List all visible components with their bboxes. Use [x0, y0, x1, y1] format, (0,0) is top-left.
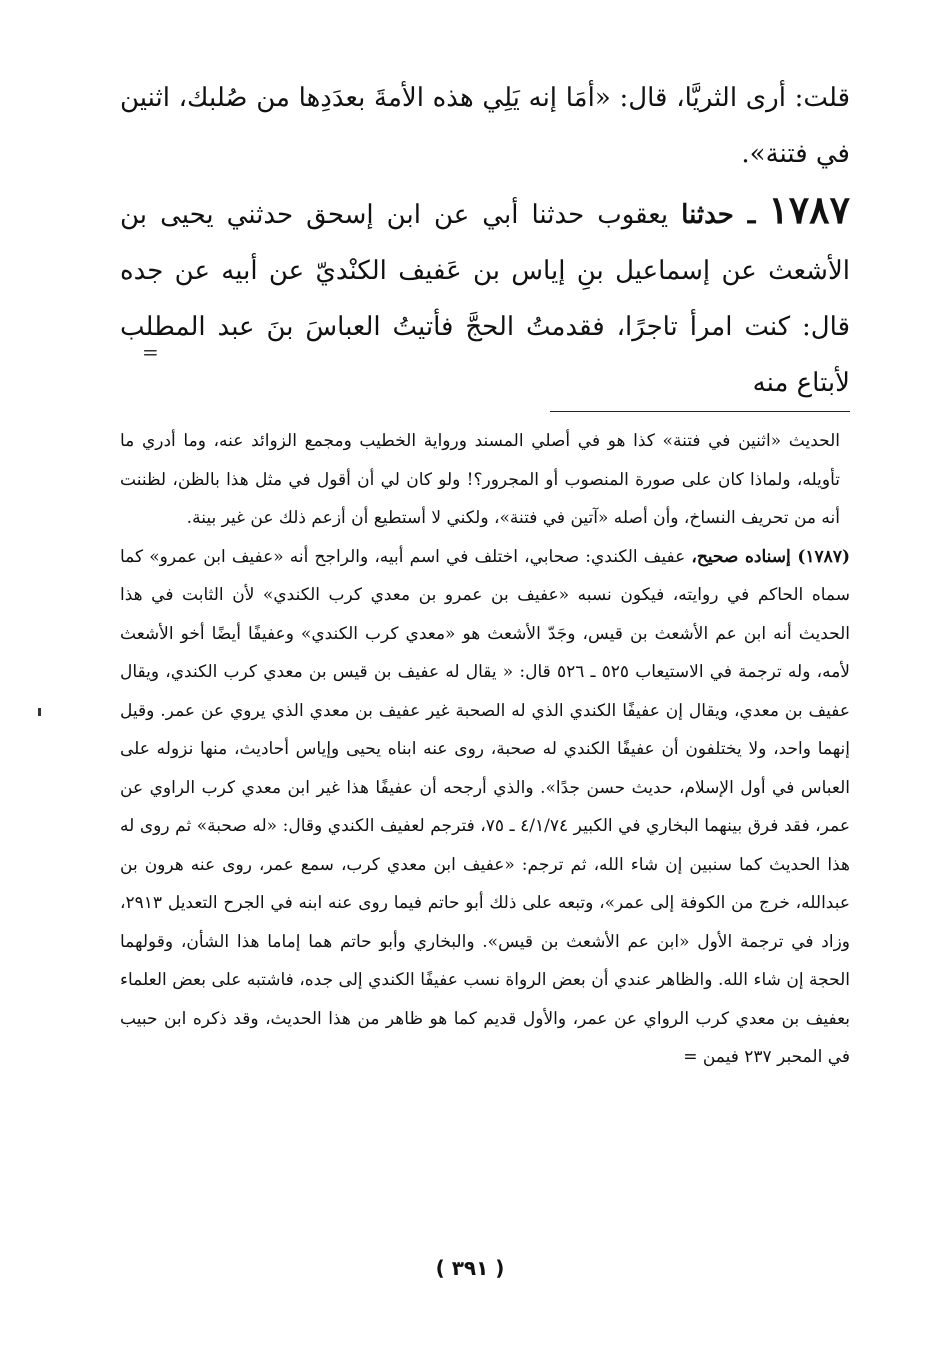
hadith-lead: ـ حدثنا	[681, 200, 756, 230]
footnote-separator	[550, 411, 850, 412]
footnote-1: الحديث «اثنين في فتنة» كذا هو في أصلي المسند ورواية الخطيب ومجمع الزوائد عنه، وما أدري ما تأويله، ولماذا كان على صورة المنصوب أو المجرور؟! ولو كان لي أن أقول في مثل هذا بالظن، لظننت أنه من تحريف النساخ، وأن أصله «آتين في فتنة»، ولكني لا أستطيع أن أزعم ذلك عن غير بينة.	[120, 431, 840, 528]
margin-dot	[38, 708, 41, 716]
page-body	[120, 70, 850, 1077]
continuation-mark: =	[142, 340, 159, 364]
hadith-paragraph	[120, 182, 850, 411]
footnote-2-marker: (١٧٨٧) إسناده صحيح،	[691, 546, 850, 567]
page-number: ( ٣٩١ )	[435, 1256, 505, 1280]
footnotes	[120, 422, 850, 1077]
main-text	[120, 70, 850, 411]
footnote-2	[120, 538, 850, 1077]
hadith-number: ١٧٨٧	[768, 187, 850, 232]
hadith-text: يعقوب حدثنا أبي عن ابن إسحق حدثني يحيى بن الأشعث عن إسماعيل بنِ إياس بن عَفيف الكنْديّ عن أبيه عن جده قال: كنت امرأ تاجرًا، فقدمتُ الحجَّ فأتيتُ العباسَ بنَ عبد المطلب لأبتاع منه	[120, 200, 850, 398]
footnote-2-text: عفيف الكندي: صحابي، اختلف في اسم أبيه، والراجح أنه «عفيف ابن عمرو» كما سماه الحاكم في روايته، فيكون نسبه «عفيف بن عمرو بن معدي كرب الكندي» لأن الثابت في هذا الحديث أنه ابن عم الأشعث بن قيس، وجَدّ الأشعث هو «معدي كرب الكندي» وعفيفًا أيضًا أخو الأشعث لأمه، وله ترجمة في الاستيعاب ٥٢٥ ـ ٥٢٦ قال: « يقال له عفيف بن قيس بن معدي كرب الكندي، ويقال عفيف بن معدي، ويقال إن عفيفًا الكندي الذي له الصحبة غير عفيف بن معدي الذي يروي عن عمر. وقيل إنهما واحد، ولا يختلفون أن عفيفًا الكندي له صحبة، روى عنه ابناه يحيى وإياس أحاديث، منها نزوله على العباس في أول الإسلام، حديث حسن جدًا». والذي أرجحه أن عفيفًا هذا غير ابن معدي كرب الراوي عن عمر، فقد فرق بينهما البخاري في الكبير ٤/١/٧٤ ـ ٧٥، فترجم لعفيف الكندي وقال: «له صحبة» ثم روى له هذا الحديث كما سنبين إن شاء الله، ثم ترجم: «عفيف ابن معدي كرب، سمع عمر، روى عنه هرون بن عبدالله، خرج من الكوفة إلى عمر»، وتبعه على ذلك أبو حاتم فيما روى عنه ابنه في الجرح التعديل ٢٩١٣، وزاد في ترجمة الأول «ابن عم الأشعث بن قيس». والبخاري وأبو حاتم هما إماما هذا الشأن، وقولهما الحجة إن شاء الله. والظاهر عندي أن بعض الرواة نسب عفيفًا الكندي إلى جده، فاشتبه على بعض العلماء بعفيف بن معدي كرب الرواي عن عمر، والأول قديم كما هو ظاهر من هذا الحديث، وقد ذكره ابن حبيب في المحبر ٢٣٧ فيمن =	[120, 546, 850, 1067]
main-line-1: قلت: أرى الثريَّا، قال: «أمَا إنه يَلِي هذه الأمةَ بعدَدِها من صُلبك، اثنين في فتنة».	[120, 83, 850, 169]
